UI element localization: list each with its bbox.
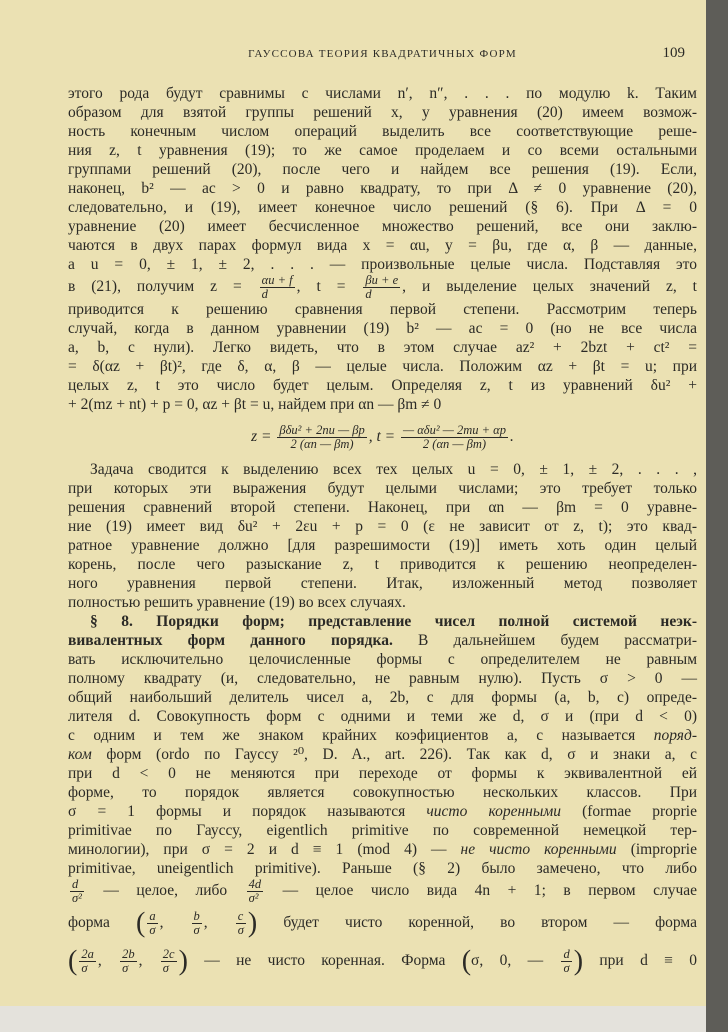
italic-text: не чисто коренными [460,841,617,858]
denominator: σ [81,960,88,975]
paragraph [68,84,697,414]
text-line: + 2(mz + nt) + p = 0, αz + βt = u, найдем при αn — βm ≠ 0 [68,396,442,413]
text-run: — целое, либо [85,882,245,900]
numerator: d [70,878,84,892]
denominator: σ [563,960,570,975]
denominator: σ [162,960,169,975]
text-run: σ, 0, — [471,952,560,969]
text-run: минологии), при σ = 2 и d ≡ 1 (mod 4) — [68,841,461,858]
text-line: целых z, t это число будет целым. Определяя z, t из уравнений δu² + [68,377,697,394]
fraction [79,948,96,975]
fraction [561,948,571,975]
text-run: в (21), получим z = [68,278,258,296]
text-line [68,878,697,904]
scan-edge [706,0,728,1032]
parenthesis: ( [68,945,78,977]
text-line: лителя d. Совокупность форм с одними и теми же d, σ и (при d < 0) [68,708,697,725]
text-line: ратное уравнение должно [для разрешимости (19)] иметь хоть один целый [68,537,697,554]
text-run: z = [251,428,276,445]
numerator: αu + f [261,273,293,287]
text-run: форм (ordo по Гауссу ²⁰, D. A., art. 226). Так как d, σ и знаки a, c [91,746,697,763]
numerator: — αδu² — 2mu + αp [402,422,506,437]
text-run: (formae proprie [561,803,697,820]
parenthesis: ) [573,945,584,977]
text-line: ния z, t уравнения (19); то же самое проделаем и со всеми остальными [68,142,697,159]
text-line: наконец, b² — ac > 0 и равно квадрату, то при Δ ≠ 0 уравнение (20), [68,180,697,197]
text-line: полностью решить уравнение (19) во всех случаях. [68,594,406,611]
parenthesis: ) [178,945,188,977]
text-run: с одним и тем же знаком крайних коэфициентов a, c называется [68,727,654,744]
text-line [68,745,697,764]
parenthesis: ( [461,945,472,977]
denominator: σ² [72,891,82,905]
text-line [68,840,697,859]
page-body [68,84,697,980]
text-line: полному квадрату (и, следовательно, не равным нулю). Пусть σ > 0 — [68,670,697,687]
text-line: primitivae, uneigentlich primitive). Раньше (§ 2) было замечено, что либо [68,860,697,877]
text-line: образом для взятой группы решений x, y уравнения (20) имеем возмож- [68,104,697,121]
text-line: при d < 0 не меняются при переходе от формы к эквивалентной ей [68,765,697,782]
numerator: 2c [162,946,175,961]
text-line [68,631,697,650]
text-run: В дальнейшем будем рассматри- [392,632,697,649]
scan-margin [0,1006,706,1032]
fraction [161,948,177,975]
denominator: d [261,287,268,301]
page-number: 109 [662,45,685,61]
fraction [236,910,246,937]
text-run: — целое число вида 4n + 1; в первом случае [265,882,697,900]
bold-text: § 8. Порядки форм; представление чисел полной системой неэк- [90,613,697,630]
section-8-paragraph [68,612,697,980]
text-line: случай, когда в данном уравнении (19) b² — ac = 0 (но не все числа [68,320,697,337]
numerator: d [563,946,570,961]
numerator: 2b [122,946,135,961]
fraction [401,424,508,451]
fraction [70,878,84,905]
bold-text: вивалентных форм данного порядка. [68,632,393,649]
text-line: общий наибольший делитель чисел a, 2b, c для формы (a, b, c) опреде- [68,689,697,706]
text-line: ность конечным числом операций выделить все соответствующие реше- [68,123,697,140]
text-line [68,904,697,942]
italic-text: поряд- [653,727,697,744]
text-line: этого рода будут сравнимы с числами n′, n″, . . . по модулю k. Таким [68,85,697,102]
text-line: форме, то порядок является совокупностью нескольких классов. При [68,784,697,801]
running-title: ГАУССОВА ТЕОРИЯ КВАДРАТИЧНЫХ ФОРМ [248,48,517,60]
text-line: вать исключительно целочисленные формы с определителем не равным [68,651,697,668]
fraction [120,948,137,975]
text-line [68,726,697,745]
text-line: решения сравнений второй степени. Наконец, при αn — βm = 0 уравне- [68,499,697,516]
numerator: b [193,908,200,923]
parenthesis: ) [247,907,258,939]
text-line: ние (19) имеет вид δu² + 2εu + p = 0 (ε не зависит от z, t); это квад- [68,518,697,535]
fraction [260,274,295,301]
text-line: primitivae по Гауссу, eigentlich primitive по современной немецкой тер- [68,822,697,839]
text-run: , t = [368,428,399,445]
text-line: группами решений (20), после чего и найдем все решения (19). Если, [68,161,697,178]
numerator: 4d [248,877,262,891]
text-run: (improprie [616,841,697,858]
text-run: . [509,428,514,445]
numerator: βδu² + 2nu — βp [279,422,365,437]
fraction [363,274,400,301]
text-run: , [138,952,159,969]
text-line [68,274,697,300]
denominator: σ [122,960,129,975]
denominator: σ [237,922,244,937]
fraction [147,910,157,937]
numerator: 2a [81,946,94,961]
text-run: будет чисто коренной, во втором — форма [257,914,698,931]
text-line [68,802,697,821]
text-line: при которых эти выражения будут целыми числами; это требует только [68,480,697,497]
text-line: Задача сводится к выделению всех тех целых u = 0, ± 1, ± 2, . . . , [90,461,697,478]
text-line [68,942,697,980]
denominator: σ [149,922,156,937]
denominator: σ [193,922,200,937]
text-line [68,612,697,631]
text-line: следовательно, и (19), имеет конечное число решений (§ 6). При Δ = 0 [68,199,697,216]
numerator: βu + e [365,273,399,287]
display-formula [68,418,697,456]
text-line: а u = 0, ± 1, ± 2, . . . — произвольные целые числа. Подставляя это [68,256,697,273]
text-line: ного уравнения первой степени. Итак, изложенный метод позволяет [68,575,697,592]
text-run: σ = 1 формы и порядок называются [68,803,427,820]
text-run: , t = [296,278,362,296]
denominator: 2 (αn — βm) [422,436,487,451]
text-run: , [159,914,190,931]
text-line: = δ(αz + βt)², где δ, α, β — целые числа. Положим αz + βt = u; при [68,358,697,375]
page-header [68,45,697,64]
text-run: , [203,914,234,931]
paragraph [68,460,697,612]
numerator: a [149,908,156,923]
italic-text: ком [68,746,92,763]
denominator: σ² [248,891,259,905]
denominator: d [365,287,372,301]
text-line: корень, после чего разыскание z, t приводится к решению неопределен- [68,556,697,573]
parenthesis: ( [135,907,146,939]
fraction [192,910,202,937]
text-line: приводится к решению сравнения первой степени. Рассмотрим теперь [68,301,697,318]
text-run: , и выделение целых значений z, t [402,278,697,296]
text-run: — не чисто коренная. Форма [187,952,462,969]
text-run: , [97,952,119,969]
numerator: c [236,910,246,924]
fraction [277,424,366,451]
text-line: чаются в двух парах формул вида x = αu, y = βu, где α, β — данные, [68,237,697,254]
fraction [247,878,264,905]
text-run: при d ≡ 0 [583,952,698,969]
text-run: форма [68,914,136,931]
italic-text: чисто коренными [426,803,562,820]
denominator: 2 (αn — βm) [290,436,354,451]
text-line: уравнение (20) имеет бесчисленное множество решений, все они заклю- [68,218,697,235]
text-line: a, b, c нули). Легко видеть, что в этом случае az² + 2bzt + ct² = [68,339,697,356]
